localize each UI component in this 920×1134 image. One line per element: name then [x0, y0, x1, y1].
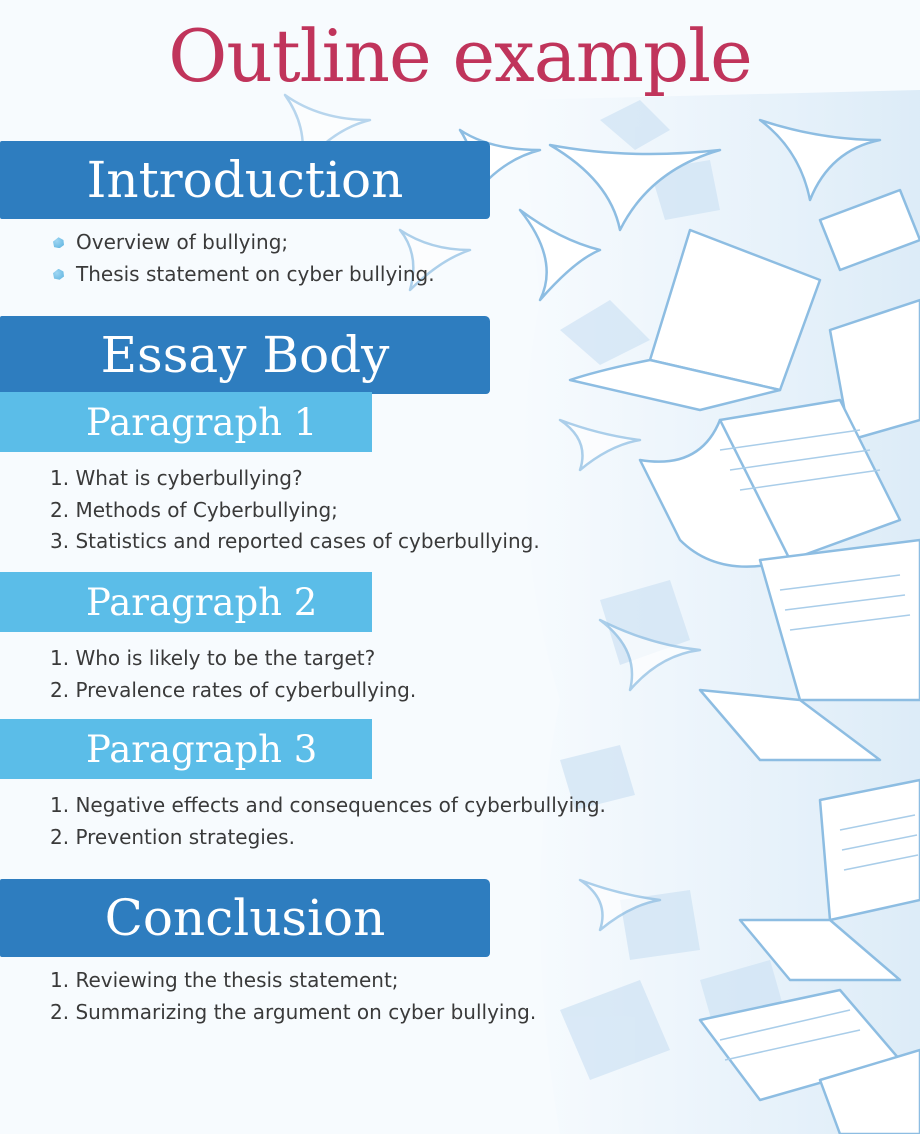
list-item: 2. Prevention strategies.: [50, 824, 295, 849]
list-item: 1. Reviewing the thesis statement;: [50, 968, 399, 992]
bullet-dot-icon: [53, 237, 64, 248]
paragraph-1-banner: Paragraph 1: [0, 392, 372, 452]
paragraph-3-banner: Paragraph 3: [0, 719, 372, 779]
list-item: Overview of bullying;: [50, 227, 435, 259]
list-item: 1. What is cyberbullying?: [50, 466, 303, 490]
paragraph-3-list: [50, 790, 606, 853]
paragraph-2-list: [50, 643, 416, 706]
bullet-dot-icon: [53, 269, 64, 280]
list-item: 2. Methods of Cyberbullying;: [50, 497, 338, 522]
page-title: Outline example: [168, 14, 752, 98]
list-item: 3. Statistics and reported cases of cyberbullying.: [50, 529, 540, 553]
introduction-list: [50, 227, 435, 290]
conclusion-banner: Conclusion: [0, 879, 490, 957]
list-item: 2. Prevalence rates of cyberbullying.: [50, 677, 417, 702]
introduction-banner: Introduction: [0, 141, 490, 219]
paragraph-2-banner: Paragraph 2: [0, 572, 372, 632]
list-item: 2. Summarizing the argument on cyber bullying.: [50, 999, 537, 1024]
list-item: 1. Who is likely to be the target?: [50, 646, 376, 670]
list-item: Thesis statement on cyber bullying.: [50, 259, 435, 291]
paragraph-1-list: [50, 463, 540, 558]
essay-body-banner: Essay Body: [0, 316, 490, 394]
conclusion-list: [50, 965, 536, 1028]
list-item: 1. Negative effects and consequences of cyberbullying.: [50, 793, 606, 817]
